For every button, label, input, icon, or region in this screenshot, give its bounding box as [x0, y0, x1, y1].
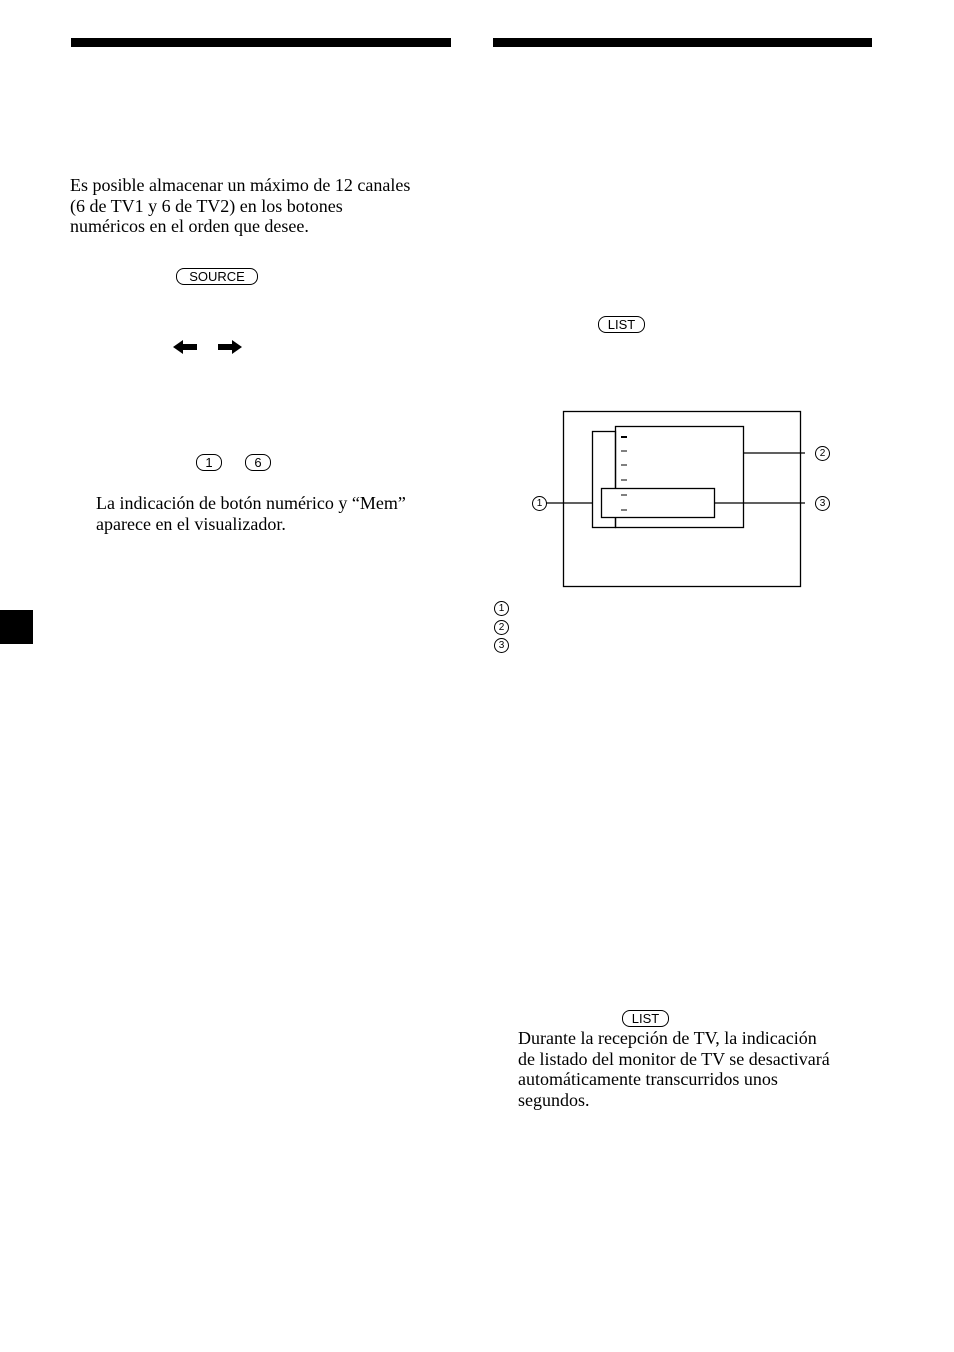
intro-line-1: Es posible almacenar un máximo de 12 canales [70, 175, 411, 195]
legend-marker-3: 3 [494, 638, 509, 653]
number-key-1: 1 [196, 454, 222, 471]
selected-row-box [602, 489, 715, 518]
step3-note [96, 493, 406, 534]
callout-1: 1 [532, 496, 547, 511]
intro-line-3: numéricos en el orden que desee. [70, 216, 309, 236]
note-line-1: Durante la recepción de TV, la indicación [518, 1028, 817, 1048]
list-key-final: LIST [622, 1010, 669, 1027]
note-line-2: de listado del monitor de TV se desactivará [518, 1048, 830, 1069]
arrow-left-icon [173, 339, 199, 355]
source-key: SOURCE [176, 268, 258, 285]
left-section-rule [71, 38, 451, 47]
callout-2: 2 [815, 446, 830, 461]
right-section-rule [493, 38, 872, 47]
intro-paragraph [70, 175, 410, 237]
list-key: LIST [598, 316, 645, 333]
step3-note-line-1: La indicación de botón numérico y “Mem” [96, 493, 406, 513]
step3-note-line-2: aparece en el visualizador. [96, 513, 286, 534]
legend-marker-1: 1 [494, 601, 509, 616]
intro-line-2: (6 de TV1 y 6 de TV2) en los botones [70, 195, 343, 216]
note-line-3: automáticamente transcurridos unos [518, 1069, 778, 1089]
note-paragraph [518, 1028, 830, 1110]
arrow-right-icon [218, 339, 244, 355]
callout-3: 3 [815, 496, 830, 511]
note-line-4: segundos. [518, 1089, 590, 1110]
legend-marker-2: 2 [494, 620, 509, 635]
number-key-6: 6 [245, 454, 271, 471]
tv-monitor-diagram [526, 405, 836, 591]
section-side-tab [0, 610, 33, 644]
